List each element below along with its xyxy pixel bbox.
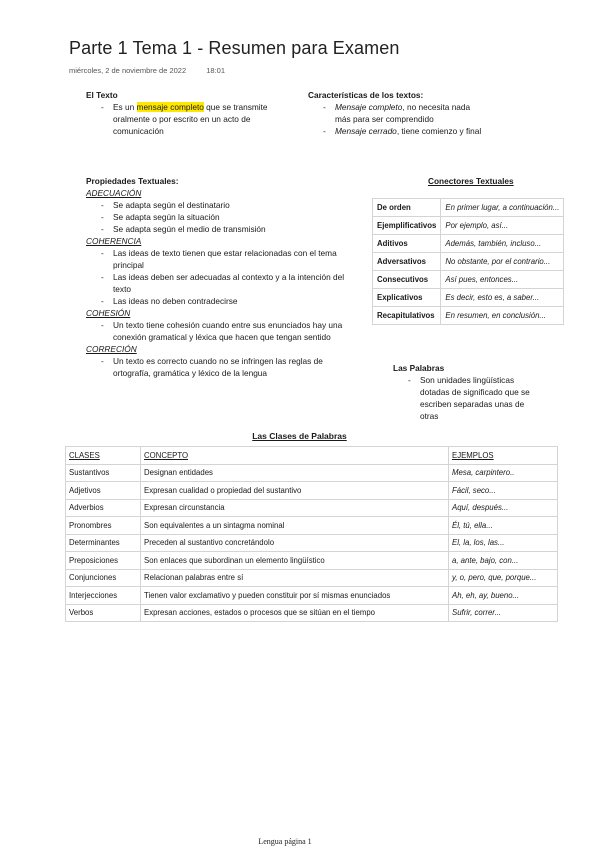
table-row — [66, 552, 558, 570]
palabras-heading: Las Palabras — [393, 363, 445, 373]
conector-examples: En primer lugar, a continuación... — [441, 199, 564, 217]
conector-examples: Por ejemplo, así... — [441, 217, 564, 235]
propiedad-item: - Se adapta según el destinatario — [86, 199, 361, 211]
column-header: EJEMPLOS — [449, 447, 558, 465]
column-header: CONCEPTO — [141, 447, 449, 465]
table-row — [373, 307, 564, 325]
conector-type: Ejemplificativos — [373, 217, 441, 235]
clase-examples: y, o, pero, que, porque... — [449, 569, 558, 587]
propiedad-item: - Un texto es correcto cuando no se infringen las reglas de ortografía, gramática y léxico de la lengua — [86, 355, 361, 379]
clase-examples: Él, tú, ella... — [449, 517, 558, 535]
page-meta — [69, 66, 243, 75]
table-row — [373, 271, 564, 289]
caracteristica-desc: , tiene comienzo y final — [396, 126, 482, 136]
conector-examples: Además, también, incluso... — [441, 235, 564, 253]
clase-name: Preposiciones — [66, 552, 141, 570]
page-title: Parte 1 Tema 1 - Resumen para Examen — [69, 38, 400, 58]
table-row — [66, 604, 558, 622]
page-date: miércoles, 2 de noviembre de 2022 — [69, 66, 187, 75]
clase-examples: Fácil, seco... — [449, 482, 558, 500]
propiedades-heading: Propiedades Textuales: — [86, 176, 179, 186]
clase-concept: Preceden al sustantivo concretándolo — [141, 534, 449, 552]
clase-concept: Son enlaces que subordinan un elemento lingüístico — [141, 552, 449, 570]
clase-name: Determinantes — [66, 534, 141, 552]
column-header: CLASES — [66, 447, 141, 465]
clase-name: Interjecciones — [66, 587, 141, 605]
clase-name: Adjetivos — [66, 482, 141, 500]
table-row — [373, 253, 564, 271]
conector-type: De orden — [373, 199, 441, 217]
propiedad-list — [86, 319, 361, 343]
conector-examples: En resumen, en conclusión... — [441, 307, 564, 325]
propiedad-item: - Las ideas de texto tienen que estar relacionadas con el tema principal — [86, 247, 361, 271]
table-row — [373, 217, 564, 235]
table-row — [66, 464, 558, 482]
page-footer: Lengua página 1 — [258, 837, 312, 846]
table-row — [373, 199, 564, 217]
clase-concept: Expresan circunstancia — [141, 499, 449, 517]
propiedad-list — [86, 247, 361, 307]
propiedad-item: - Las ideas no deben contradecirse — [86, 295, 361, 307]
propiedad-title: ADECUACIÓN — [86, 188, 142, 198]
propiedad-title: COHERENCIA — [86, 236, 142, 246]
table-row — [373, 289, 564, 307]
propiedad-item: - Las ideas deben ser adecuadas al contexto y a la intención del texto — [86, 271, 361, 295]
palabras-block — [393, 362, 543, 422]
propiedad-item: - Se adapta según el medio de transmisión — [86, 223, 361, 235]
clase-examples: Sufrir, correr... — [449, 604, 558, 622]
clase-examples: a, ante, bajo, con... — [449, 552, 558, 570]
propiedades-block — [86, 175, 361, 379]
clase-concept: Expresan cualidad o propiedad del sustantivo — [141, 482, 449, 500]
table-row — [66, 499, 558, 517]
palabras-item: - Son unidades lingüísticas dotadas de significado que se escriben separadas unas de otras — [393, 374, 543, 422]
el-texto-heading: El Texto — [86, 90, 118, 100]
caracteristica-desc: , no necesita nada más para ser comprendido — [335, 102, 471, 124]
el-texto-pre: Es un — [113, 102, 137, 112]
table-row — [373, 235, 564, 253]
conector-type: Recapitulativos — [373, 307, 441, 325]
caracteristicas-heading: Características de los textos: — [308, 90, 424, 100]
clase-concept: Designan entidades — [141, 464, 449, 482]
caracteristica-term: Mensaje cerrado — [335, 126, 397, 136]
clase-concept: Son equivalentes a un sintagma nominal — [141, 517, 449, 535]
caracteristica-item — [308, 125, 488, 137]
table-row — [66, 517, 558, 535]
table-header-row — [66, 447, 558, 465]
el-texto-list — [86, 101, 286, 137]
clase-concept: Tienen valor exclamativo y pueden constituir por sí mismas enunciados — [141, 587, 449, 605]
caracteristicas-list — [308, 101, 488, 137]
el-texto-post: que se transmite oralmente o por escrito en un acto de comunicación — [113, 102, 268, 136]
clases-table — [65, 446, 558, 622]
propiedad-list — [86, 355, 361, 379]
conector-type: Consecutivos — [373, 271, 441, 289]
clase-name: Pronombres — [66, 517, 141, 535]
caracteristicas-block — [308, 89, 488, 137]
clase-examples: Ah, eh, ay, bueno... — [449, 587, 558, 605]
clase-name: Verbos — [66, 604, 141, 622]
highlight-text: mensaje completo — [136, 102, 204, 112]
clase-examples: Aquí, después... — [449, 499, 558, 517]
propiedad-item: - Un texto tiene cohesión cuando entre sus enunciados hay una conexión gramatical y léxica que hacen que tengan sentido — [86, 319, 361, 343]
palabras-list — [393, 374, 543, 422]
caracteristica-term: Mensaje completo — [335, 102, 403, 112]
propiedad-title: COHESIÓN — [86, 308, 131, 318]
propiedad-list — [86, 199, 361, 235]
clase-concept: Expresan acciones, estados o procesos que se sitúan en el tiempo — [141, 604, 449, 622]
conector-examples: Así pues, entonces... — [441, 271, 564, 289]
conector-type: Adversativos — [373, 253, 441, 271]
caracteristica-item — [308, 101, 488, 125]
clase-name: Conjunciones — [66, 569, 141, 587]
table-row — [66, 587, 558, 605]
clases-heading: Las Clases de Palabras — [252, 431, 347, 441]
conector-type: Aditivos — [373, 235, 441, 253]
conector-type: Explicativos — [373, 289, 441, 307]
propiedad-title: CORRECIÓN — [86, 344, 137, 354]
el-texto-item — [86, 101, 286, 137]
conector-examples: No obstante, por el contrario... — [441, 253, 564, 271]
clase-examples: El, la, los, las... — [449, 534, 558, 552]
table-row — [66, 534, 558, 552]
clase-examples: Mesa, carpintero.. — [449, 464, 558, 482]
clase-name: Adverbios — [66, 499, 141, 517]
table-row — [66, 482, 558, 500]
propiedad-item: - Se adapta según la situación — [86, 211, 361, 223]
clase-name: Sustantivos — [66, 464, 141, 482]
page-time: 18:01 — [206, 66, 226, 75]
propiedades-sections — [86, 187, 361, 379]
table-row — [66, 569, 558, 587]
conectores-heading: Conectores Textuales — [428, 176, 514, 186]
el-texto-block — [86, 89, 286, 137]
conectores-table — [372, 198, 564, 325]
conector-examples: Es decir, esto es, a saber... — [441, 289, 564, 307]
clase-concept: Relacionan palabras entre sí — [141, 569, 449, 587]
